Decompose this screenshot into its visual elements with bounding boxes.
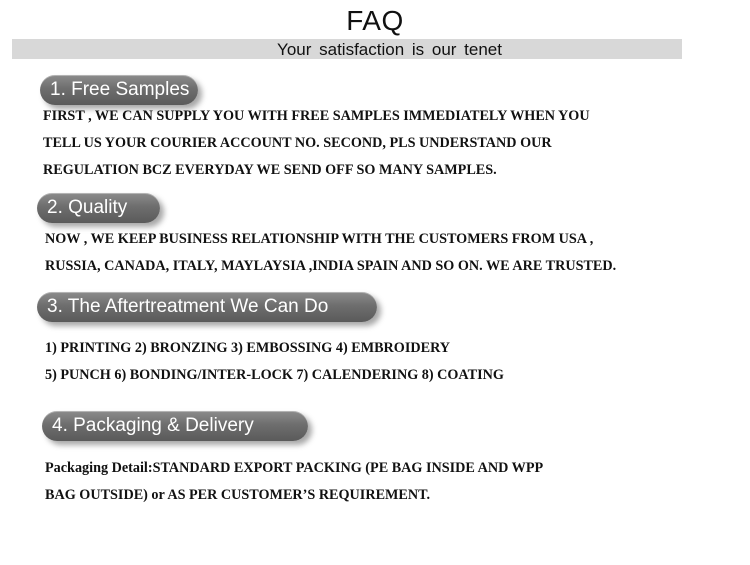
body-line: FIRST , WE CAN SUPPLY YOU WITH FREE SAMPLES IMMEDIATELY WHEN YOU bbox=[43, 108, 590, 124]
section-body-aftertreatment bbox=[45, 335, 504, 389]
section-heading-quality: 2. Quality bbox=[37, 193, 160, 223]
body-line: 5) PUNCH 6) BONDING/INTER-LOCK 7) CALENDERING 8) COATING bbox=[45, 367, 504, 383]
section-body-quality bbox=[45, 226, 616, 280]
body-line: REGULATION BCZ EVERYDAY WE SEND OFF SO MANY SAMPLES. bbox=[43, 162, 497, 178]
section-heading-aftertreatment: 3. The Aftertreatment We Can Do bbox=[37, 292, 377, 322]
body-line: NOW , WE KEEP BUSINESS RELATIONSHIP WITH THE CUSTOMERS FROM USA , bbox=[45, 231, 594, 247]
section-body-free-samples bbox=[43, 103, 590, 184]
body-line: Packaging Detail:STANDARD EXPORT PACKING (PE BAG INSIDE AND WPP bbox=[45, 460, 544, 476]
section-body-packaging-delivery bbox=[45, 455, 543, 509]
body-line: RUSSIA, CANADA, ITALY, MAYLAYSIA ,INDIA SPAIN AND SO ON. WE ARE TRUSTED. bbox=[45, 258, 617, 274]
page-title: FAQ bbox=[346, 5, 404, 36]
section-heading-packaging-delivery: 4. Packaging & Delivery bbox=[42, 411, 308, 441]
page-subtitle: Your satisfaction is our tenet bbox=[277, 40, 502, 59]
body-line: TELL US YOUR COURIER ACCOUNT NO. SECOND, PLS UNDERSTAND OUR bbox=[43, 135, 552, 151]
body-line: BAG OUTSIDE) or AS PER CUSTOMER’S REQUIREMENT. bbox=[45, 487, 431, 503]
section-heading-free-samples: 1. Free Samples bbox=[40, 75, 198, 105]
body-line: 1) PRINTING 2) BRONZING 3) EMBOSSING 4) EMBROIDERY bbox=[45, 340, 451, 356]
